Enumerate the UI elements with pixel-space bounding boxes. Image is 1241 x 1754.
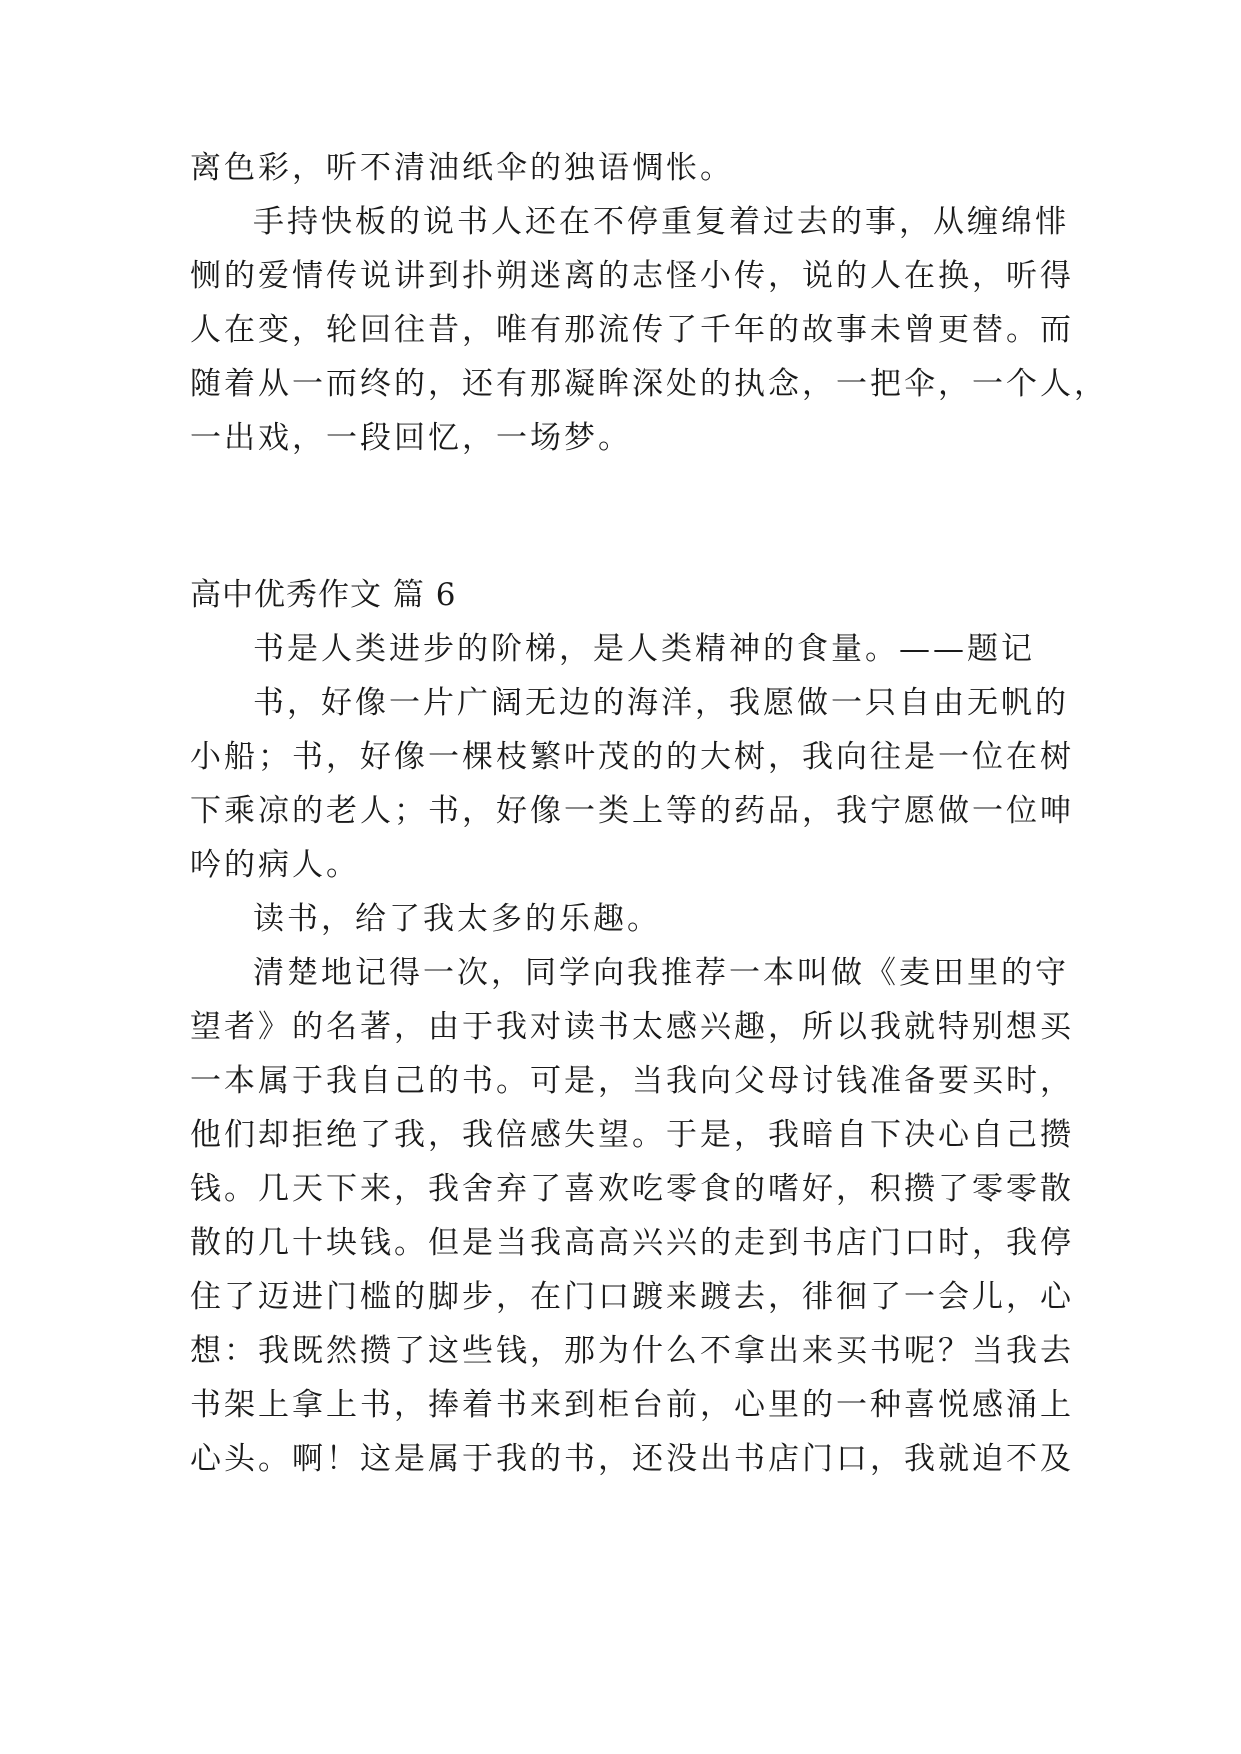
text-line: 下乘凉的老人；书，好像一类上等的药品，我宁愿做一位呻 xyxy=(190,793,1074,829)
text-line: 钱。几天下来，我舍弃了喜欢吃零食的嗜好，积攒了零零散 xyxy=(190,1171,1074,1207)
text-line: 一出戏，一段回忆，一场梦。 xyxy=(190,420,632,456)
text-line: 想：我既然攒了这些钱，那为什么不拿出来买书呢？当我去 xyxy=(190,1333,1074,1369)
text-line: 小船；书，好像一棵枝繁叶茂的的大树，我向往是一位在树 xyxy=(190,739,1074,775)
text-line: 散的几十块钱。但是当我高高兴兴的走到书店门口时，我停 xyxy=(190,1225,1074,1261)
text-line: 恻的爱情传说讲到扑朔迷离的志怪小传，说的人在换，听得 xyxy=(190,258,1074,294)
text-line: 人在变，轮回往昔，唯有那流传了千年的故事未曾更替。而 xyxy=(190,312,1074,348)
epigraph: 书是人类进步的阶梯，是人类精神的食量。——题记 xyxy=(253,631,1035,667)
text-line: 随着从一而终的，还有那凝眸深处的执念，一把伞，一个人， xyxy=(190,366,1108,402)
paragraph-first-line: 清楚地记得一次，同学向我推荐一本叫做《麦田里的守 xyxy=(253,955,1069,991)
section-heading: 高中优秀作文 篇 6 xyxy=(190,577,457,613)
text-line: 心头。啊！这是属于我的书，还没出书店门口，我就迫不及 xyxy=(190,1441,1074,1477)
paragraph-first-line: 读书，给了我太多的乐趣。 xyxy=(253,901,661,937)
text-line: 望者》的名著，由于我对读书太感兴趣，所以我就特别想买 xyxy=(190,1009,1074,1045)
paragraph-first-line: 书，好像一片广阔无边的海洋，我愿做一只自由无帆的 xyxy=(253,685,1069,721)
text-line: 他们却拒绝了我，我倍感失望。于是，我暗自下决心自己攒 xyxy=(190,1117,1074,1153)
text-line: 一本属于我自己的书。可是，当我向父母讨钱准备要买时， xyxy=(190,1063,1074,1099)
text-line: 离色彩，听不清油纸伞的独语惆怅。 xyxy=(190,150,734,186)
paragraph-first-line: 手持快板的说书人还在不停重复着过去的事，从缠绵悱 xyxy=(253,204,1069,240)
text-line: 书架上拿上书，捧着书来到柜台前，心里的一种喜悦感涌上 xyxy=(190,1387,1074,1423)
text-line: 住了迈进门槛的脚步，在门口踱来踱去，徘徊了一会儿，心 xyxy=(190,1279,1074,1315)
text-line: 吟的病人。 xyxy=(190,847,360,883)
